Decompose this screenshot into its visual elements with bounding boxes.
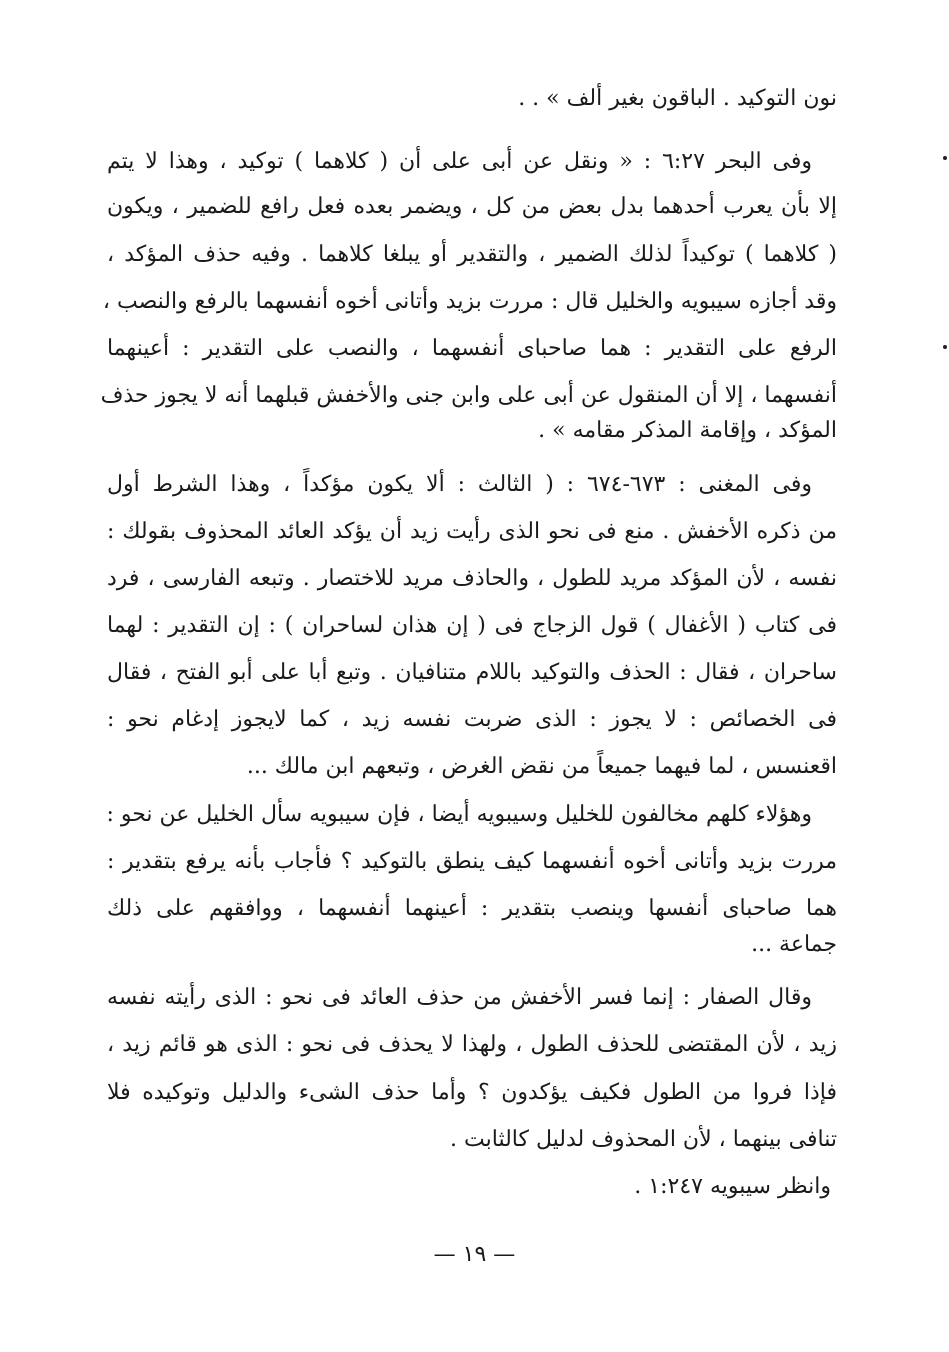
text-line: وفى المغنى : ٦٧٣-٦٧٤ : ( الثالث : ألا يكون مؤكداً ، وهذا الشرط أول (107, 472, 812, 497)
text-line: فى الخصائص : لا يجوز : الذى ضربت نفسه زيد ، كما لايجوز إدغام نحو : (107, 707, 837, 732)
scan-mark (943, 156, 947, 160)
text-line: من ذكره الأخفش . منع فى نحو الذى رأيت زيد أن يؤكد العائد المحذوف بقولك : (107, 519, 837, 544)
text-line: وقال الصفار : إنما فسر الأخفش من حذف العائد فى نحو : الذى رأيته نفسه (107, 985, 812, 1010)
text-line: زيد ، لأن المقتضى للحذف الطول ، ولهذا لا يحذف فى نحو : الذى هو قائم زيد ، (107, 1032, 837, 1057)
text-line: المؤكد ، وإقامة المذكر مقامه » . (538, 418, 837, 443)
text-line: ( كلاهما ) توكيداً لذلك الضمير ، والتقدير أو يبلغا كلاهما . وفيه حذف المؤكد ، (107, 242, 837, 267)
text-line: وهؤلاء كلهم مخالفون للخليل وسيبويه أيضا ، فإن سيبويه سأل الخليل عن نحو : (106, 802, 812, 827)
text-line: أنفسهما ، إلا أن المنقول عن أبى على وابن جنى والأخفش قبلهما أنه لا يجوز حذف (100, 383, 837, 408)
text-line: جماعة ... (751, 932, 837, 957)
text-line: الرفع على التقدير : هما صاحباى أنفسهما ، والنصب على التقدير : أعينهما (107, 336, 837, 361)
text-line: وانظر سيبويه ١:٢٤٧ . (634, 1174, 831, 1199)
text-line: مررت بزيد وأتانى أخوه أنفسهما كيف ينطق بالتوكيد ؟ فأجاب بأنه يرفع بتقدير : (107, 849, 837, 874)
text-line: نفسه ، لأن المؤكد مريد للطول ، والحاذف مريد للاختصار . وتبعه الفارسى ، فرد (107, 566, 837, 591)
text-line: اقعنسس ، لما فيهما جميعاً من نقض الغرض ، وتبعهم ابن مالك ... (246, 754, 837, 779)
text-line: ساحران ، فقال : الحذف والتوكيد باللام متنافيان . وتبع أبا على أبو الفتح ، فقال (107, 660, 837, 685)
text-line: وقد أجازه سيبويه والخليل قال : مررت بزيد وأتانى أخوه أنفسهما بالرفع والنصب ، (102, 289, 837, 314)
text-line: تنافى بينهما ، لأن المحذوف لدليل كالثابت . (450, 1127, 837, 1152)
text-line: إلا بأن يعرب أحدهما بدل بعض من كل ، ويضمر بعده فعل رافع للضمير ، ويكون (107, 194, 837, 219)
text-line: فى كتاب ( الأغفال ) قول الزجاج فى ( إن هذان لساحران ) : إن التقدير : لهما (107, 613, 837, 638)
text-line: نون التوكيد . الباقون بغير ألف » . . (518, 86, 837, 111)
page-number: — ١٩ — (433, 1242, 516, 1267)
scan-mark (943, 345, 947, 349)
text-line: فإذا فروا من الطول فكيف يؤكدون ؟ وأما حذف الشىء والدليل وتوكيده فلا (107, 1080, 837, 1105)
text-line: وفى البحر ٦:٢٧ : « ونقل عن أبى على أن ( كلاهما ) توكيد ، وهذا لا يتم (107, 149, 812, 174)
text-line: هما صاحباى أنفسها وينصب بتقدير : أعينهما أنفسهما ، ووافقهم على ذلك (107, 896, 837, 921)
